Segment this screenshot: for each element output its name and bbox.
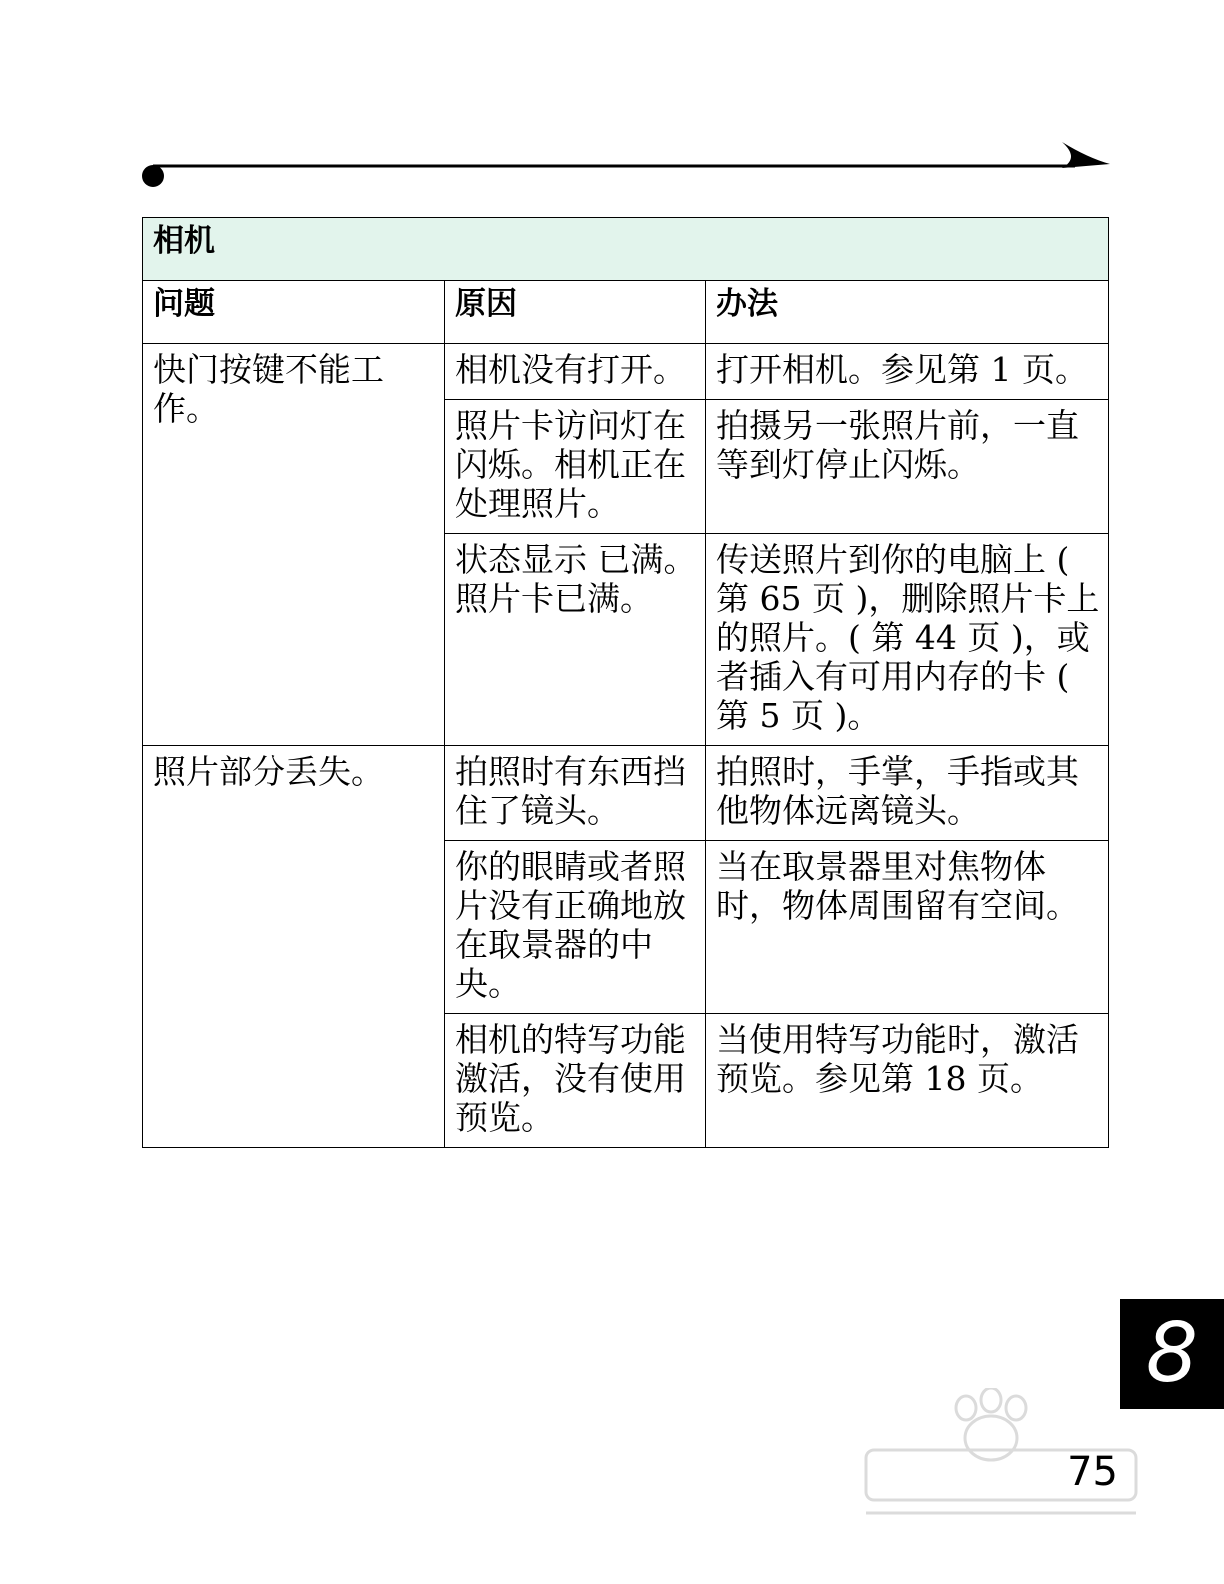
chapter-tab: 8: [1120, 1299, 1224, 1409]
problem-cell: 照片部分丢失。: [143, 746, 445, 1148]
rule-dot: [142, 165, 164, 187]
cause-cell: 照片卡访问灯在闪烁。相机正在处理照片。: [445, 400, 706, 534]
table-row: [143, 344, 1109, 400]
column-header-problem: 问题: [143, 281, 445, 344]
cause-cell: 相机没有打开。: [445, 344, 706, 400]
cause-cell: 拍照时有东西挡住了镜头。: [445, 746, 706, 841]
solution-cell: 传送照片到你的电脑上 ( 第 65 页 )，删除照片卡上的照片。( 第 44 页 )，或者插入有可用内存的卡 ( 第 5 页 )。: [706, 534, 1109, 746]
column-header-cause: 原因: [445, 281, 706, 344]
solution-cell: 拍摄另一张照片前，一直等到灯停止闪烁。: [706, 400, 1109, 534]
header-rule: [140, 136, 1120, 196]
rule-arrowhead-icon: [1062, 142, 1110, 168]
problem-cell: 快门按键不能工作。: [143, 344, 445, 746]
column-header-row: [143, 281, 1109, 344]
column-header-solution: 办法: [706, 281, 1109, 344]
cause-cell: 相机的特写功能激活，没有使用预览。: [445, 1014, 706, 1148]
cause-cell: 你的眼睛或者照片没有正确地放在取景器的中央。: [445, 841, 706, 1014]
page-number: 75: [1067, 1449, 1118, 1495]
section-title: 相机: [143, 218, 1109, 281]
cause-cell: 状态显示 已满。照片卡已满。: [445, 534, 706, 746]
table-row: [143, 746, 1109, 841]
section-header-row: [143, 218, 1109, 281]
solution-cell: 拍照时，手掌，手指或其他物体远离镜头。: [706, 746, 1109, 841]
solution-cell: 打开相机。参见第 1 页。: [706, 344, 1109, 400]
solution-cell: 当使用特写功能时，激活预览。参见第 18 页。: [706, 1014, 1109, 1148]
troubleshooting-table: [142, 217, 1109, 1148]
solution-cell: 当在取景器里对焦物体时，物体周围留有空间。: [706, 841, 1109, 1014]
